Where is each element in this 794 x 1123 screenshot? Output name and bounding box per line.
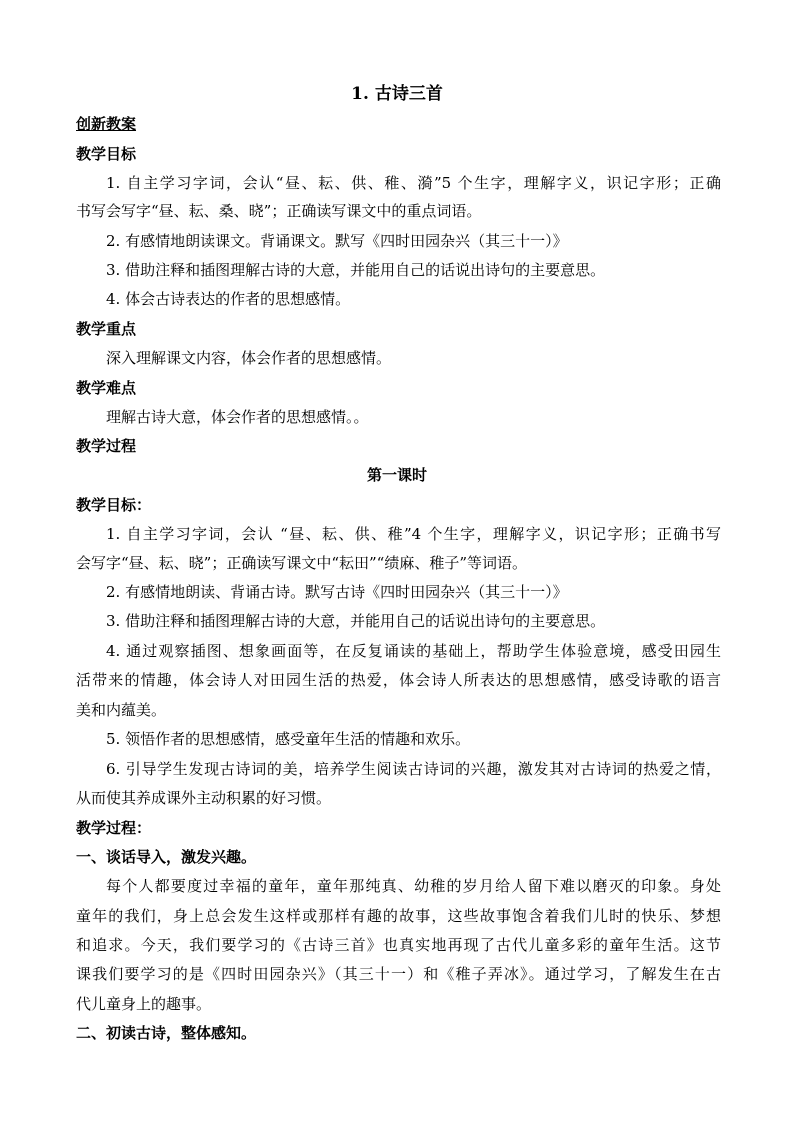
step-1-line-1: 每个人都要度过幸福的童年，童年那纯真、幼稚的岁月给人留下难以磨灭的印象。身处	[106, 877, 721, 895]
lesson-goal-6-line-2: 从而使其养成课外主动积累的好习惯。	[76, 789, 332, 807]
lesson-goal-6-line-1: 6. 引导学生发现古诗词的美，培养学生阅读古诗词的兴趣，激发其对古诗词的热爱之情，	[106, 760, 721, 778]
difficulty-text: 理解古诗大意，体会作者的思想感情。。	[106, 408, 369, 426]
goal-4: 4. 体会古诗表达的作者的思想感情。	[106, 290, 351, 308]
step-1-heading: 一、谈话导入，激发兴趣。	[76, 848, 257, 866]
lesson-goal-1-line-1: 1. 自主学习字词，会认 “昼、耘、供、稚”4 个生字，理解字义，识记字形；正确书写	[106, 525, 721, 543]
lesson-goal-4-line-3: 美和内蕴美。	[76, 701, 167, 719]
lesson-goal-3: 3. 借助注释和插图理解古诗的大意，并能用自己的话说出诗句的主要意思。	[106, 612, 606, 630]
step-1-line-3: 和追求。今天，我们要学习的《古诗三首》也真实地再现了古代儿童多彩的童年生活。这节	[76, 936, 721, 954]
step-2-heading: 二、初读古诗，整体感知。	[76, 1024, 257, 1042]
key-heading: 教学重点	[76, 320, 137, 338]
lesson-goal-1-line-2: 会写字“昼、耘、晓”；正确读写课文中“耘田”“绩麻、稚子”等词语。	[76, 554, 528, 572]
page-title: 1. 古诗三首	[351, 84, 443, 104]
goals-heading: 教学目标	[76, 145, 137, 163]
key-text: 深入理解课文内容，体会作者的思想感情。	[106, 349, 392, 367]
lesson-goal-5: 5. 领悟作者的思想感情，感受童年生活的情趣和欢乐。	[106, 730, 471, 748]
step-1-line-5: 代儿童身上的趣事。	[76, 995, 212, 1013]
goal-2: 2. 有感情地朗读课文。背诵课文。默写《四时田园杂兴（其三十一）》	[106, 232, 568, 250]
lesson-process-heading: 教学过程：	[76, 819, 152, 837]
lesson-goals-heading: 教学目标：	[76, 496, 152, 514]
lesson-title: 第一课时	[366, 466, 427, 484]
lesson-goal-4-line-2: 活带来的情趣，体会诗人对田园生活的热爱，体会诗人所表达的思想感情，感受诗歌的语言	[76, 671, 721, 689]
lesson-goal-4-line-1: 4. 通过观察插图、想象画面等，在反复诵读的基础上，帮助学生体验意境，感受田园生	[106, 642, 721, 660]
difficulty-heading: 教学难点	[76, 379, 137, 397]
step-1-line-4: 课我们要学习的是《四时田园杂兴》（其三十一）和《稚子弄冰》。通过学习，了解发生在古	[76, 965, 721, 983]
step-1-line-2: 童年的我们，身上总会发生这样或那样有趣的故事，这些故事饱含着我们儿时的快乐、梦想	[76, 907, 721, 925]
goal-3: 3. 借助注释和插图理解古诗的大意，并能用自己的话说出诗句的主要意思。	[106, 261, 606, 279]
lesson-goal-2: 2. 有感情地朗读、背诵古诗。默写古诗《四时田园杂兴（其三十一）》	[106, 583, 568, 601]
process-heading: 教学过程	[76, 437, 137, 455]
goal-1-line-2: 书写会写字“昼、耘、桑、晓”；正确读写课文中的重点词语。	[76, 202, 482, 220]
section-tag: 创新教案	[76, 115, 137, 133]
goal-1-line-1: 1. 自主学习字词，会认“昼、耘、供、稚、漪”5 个生字，理解字义，识记字形；正确	[106, 174, 721, 192]
